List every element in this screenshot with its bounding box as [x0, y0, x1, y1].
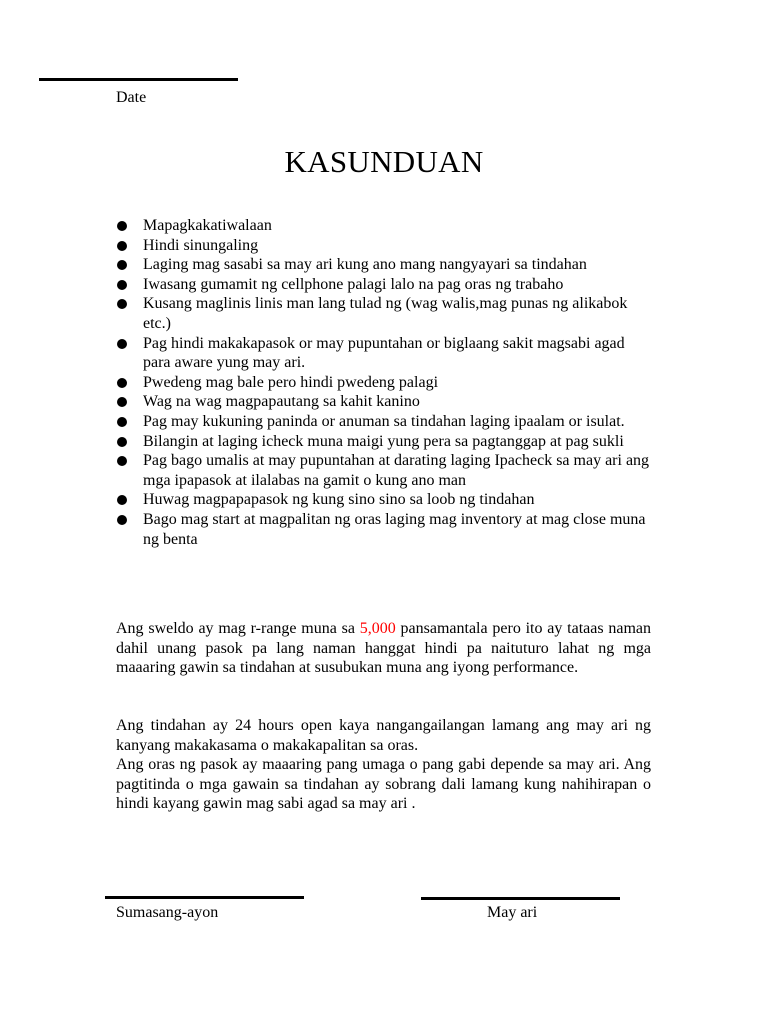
signature-label-left: Sumasang-ayon: [116, 904, 219, 921]
rule-text: Huwag magpapapasok ng kung sino sino sa loob ng tindahan: [143, 491, 535, 509]
list-item: [116, 294, 656, 333]
rule-text: Bilangin at laging icheck muna maigi yung pera sa pagtanggap at pag sukli: [143, 432, 624, 450]
rule-text: Pag bago umalis at may pupuntahan at darating laging Ipacheck sa may ari ang mga ipapasok at ilalabas na gamit o kung ano man: [143, 452, 650, 489]
list-item: [116, 334, 656, 373]
list-item: [116, 412, 656, 432]
salary-paragraph: [116, 619, 651, 678]
bullet-icon: [117, 397, 127, 407]
rule-text: Pwedeng mag bale pero hindi pwedeng palagi: [143, 373, 439, 391]
rules-list: [116, 216, 656, 549]
bullet-icon: [117, 299, 127, 309]
signature-line-left: [105, 896, 304, 899]
salary-text-after: pansamantala pero ito ay tataas naman dahil unang pasok pa lang naman hanggat hindi pa naituturo lahat ng mga maaaring gawin sa tindahan at susubukan muna ang iyong performance.: [116, 620, 651, 677]
schedule-paragraph: [116, 716, 651, 814]
list-item: [116, 216, 656, 236]
document-title: KASUNDUAN: [284, 144, 484, 179]
list-item: [116, 451, 656, 490]
signature-label-right: May ari: [487, 904, 538, 921]
rule-text: Hindi sinungaling: [143, 236, 259, 254]
list-item: [116, 432, 656, 452]
rule-text: Mapagkakatiwalaan: [143, 217, 272, 234]
rule-text: Bago mag start at magpalitan ng oras laging mag inventory at mag close muna ng benta: [143, 510, 646, 548]
list-item: [116, 255, 656, 275]
bullet-icon: [117, 417, 127, 427]
list-item: [116, 275, 656, 295]
rule-text: Pag hindi makakapasok or may pupuntahan or biglaang sakit magsabi agad para aware yung may ari.: [143, 334, 625, 372]
bullet-icon: [117, 495, 127, 505]
rule-text: Wag na wag magpapautang sa kahit kanino: [143, 393, 420, 411]
bullet-icon: [117, 241, 127, 251]
rule-text: Kusang maglinis linis man lang tulad ng (wag walis,mag punas ng alikabok etc.): [143, 295, 628, 332]
rule-text: Iwasang gumamit ng cellphone palagi lalo na pag oras ng trabaho: [143, 275, 564, 293]
bullet-icon: [117, 260, 127, 270]
bullet-icon: [117, 339, 127, 349]
schedule-line-2: Ang oras ng pasok ay maaaring pang umaga o pang gabi depende sa may ari. Ang pagtitinda o mga gawain sa tindahan ay sobrang dali lamang kung nahihirapan o hindi kayang gawin mag sabi agad sa may ari .: [116, 756, 651, 813]
date-label: Date: [116, 89, 147, 106]
rule-text: Laging mag sasabi sa may ari kung ano mang nangyayari sa tindahan: [143, 256, 587, 274]
bullet-icon: [117, 437, 127, 447]
bullet-icon: [117, 221, 127, 231]
date-line: [39, 78, 238, 81]
bullet-icon: [117, 378, 127, 388]
bullet-icon: [117, 515, 127, 525]
list-item: [116, 236, 656, 256]
list-item: [116, 373, 656, 393]
list-item: [116, 392, 656, 412]
salary-amount: 5,000: [359, 620, 396, 637]
bullet-icon: [117, 456, 127, 466]
bullet-icon: [117, 280, 127, 290]
rule-text: Pag may kukuning paninda or anuman sa tindahan laging ipaalam or isulat.: [143, 412, 625, 430]
list-item: [116, 490, 656, 510]
salary-text-before: Ang sweldo ay mag r-range muna sa: [116, 620, 360, 637]
list-item: [116, 510, 656, 549]
signature-line-right: [421, 897, 620, 900]
schedule-line-1: Ang tindahan ay 24 hours open kaya nangangailangan lamang ang may ari ng kanyang makakasama o makakapalitan sa oras.: [116, 717, 651, 754]
